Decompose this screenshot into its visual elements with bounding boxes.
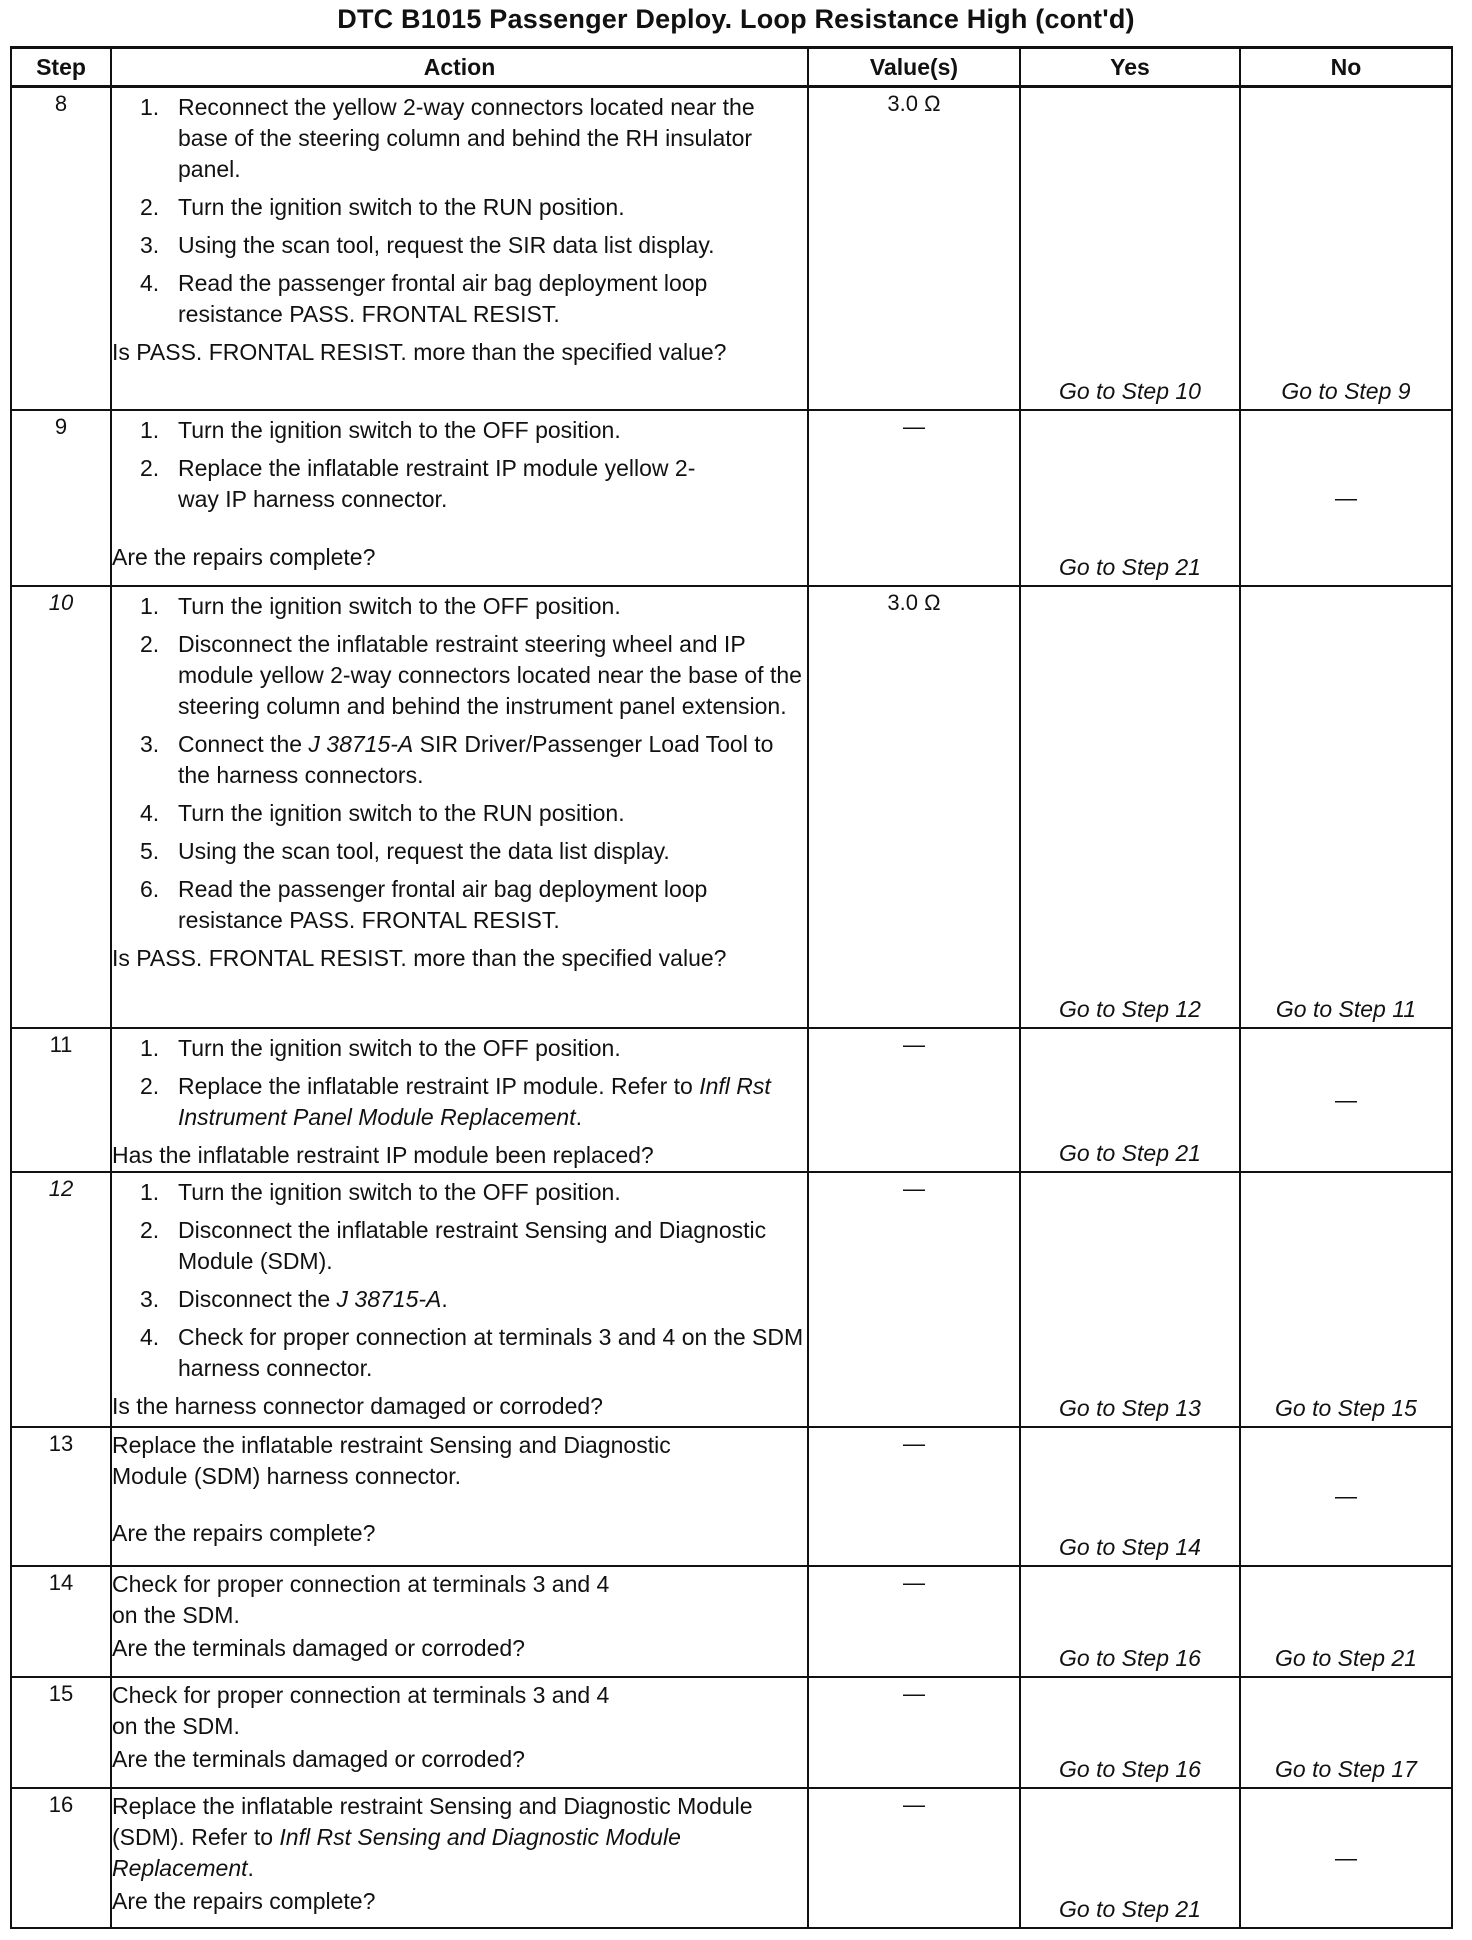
table-row <box>11 1788 1452 1928</box>
header-yes: Yes <box>1020 48 1240 87</box>
table-row <box>11 87 1452 410</box>
action-cell <box>111 410 808 586</box>
value-cell: — <box>808 1677 1020 1788</box>
action-text: Replace the inflatable restraint Sensing and Diagnostic Module (SDM) harness connector. <box>112 1431 671 1489</box>
table-row <box>11 1566 1452 1677</box>
yes-goto: Go to Step 10 <box>1059 377 1201 404</box>
step-number: 12 <box>11 1172 111 1427</box>
no-goto: Go to Step 21 <box>1275 1644 1417 1671</box>
action-cell <box>111 1028 808 1172</box>
list-item: 5. Using the scan tool, request the data list display. <box>140 837 670 864</box>
step-number: 8 <box>11 87 111 410</box>
list-item: 2. Replace the inflatable restraint IP module. Refer to Infl Rst Instrument Panel Module Replacement. <box>140 1072 771 1130</box>
value-cell: 3.0 Ω <box>808 586 1020 1028</box>
yes-goto: Go to Step 12 <box>1059 995 1201 1022</box>
yes-cell <box>1020 410 1240 586</box>
step-number: 9 <box>11 410 111 586</box>
no-goto: Go to Step 11 <box>1275 995 1417 1022</box>
question-text: Are the terminals damaged or corroded? <box>112 1634 525 1661</box>
yes-goto: Go to Step 13 <box>1059 1394 1201 1421</box>
yes-cell <box>1020 1566 1240 1677</box>
list-item: 4. Turn the ignition switch to the RUN position. <box>140 799 625 826</box>
list-item: 6. Read the passenger frontal air bag deployment loop resistance PASS. FRONTAL RESIST. <box>140 875 708 933</box>
no-value: — <box>1335 485 1357 510</box>
no-value: — <box>1335 1483 1357 1509</box>
yes-cell <box>1020 1172 1240 1427</box>
step-number: 15 <box>11 1677 111 1788</box>
no-value: — <box>1335 1087 1357 1112</box>
no-cell <box>1240 1677 1452 1788</box>
yes-cell <box>1020 1028 1240 1172</box>
list-item: 1. Turn the ignition switch to the OFF position. <box>140 592 621 619</box>
list-item: 3. Connect the J 38715-A SIR Driver/Passenger Load Tool to the harness connectors. <box>140 730 774 788</box>
no-goto: Go to Step 9 <box>1281 377 1411 404</box>
yes-goto: Go to Step 21 <box>1059 1895 1201 1922</box>
yes-goto: Go to Step 14 <box>1059 1533 1201 1560</box>
list-item: 3. Disconnect the J 38715-A. <box>140 1285 448 1312</box>
action-cell <box>111 87 808 410</box>
no-cell <box>1240 1172 1452 1427</box>
action-text: Check for proper connection at terminals 3 and 4 on the SDM. <box>112 1681 610 1739</box>
list-item: 2. Turn the ignition switch to the RUN position. <box>140 194 625 220</box>
header-values: Value(s) <box>808 48 1020 87</box>
list-item: 2. Disconnect the inflatable restraint Sensing and Diagnostic Module (SDM). <box>140 1216 767 1274</box>
value-cell: 3.0 Ω <box>808 87 1020 410</box>
table-row <box>11 1427 1452 1566</box>
list-item: 3. Using the scan tool, request the SIR data list display. <box>140 232 715 258</box>
question-text: Are the repairs complete? <box>112 543 376 570</box>
step-number: 14 <box>11 1566 111 1677</box>
list-item: 2. Disconnect the inflatable restraint steering wheel and IP module yellow 2-way connectors located near the base of the steering column and behind the instrument panel extension. <box>140 630 802 719</box>
action-text: Check for proper connection at terminals 3 and 4 on the SDM. <box>112 1570 610 1628</box>
question-text: Is PASS. FRONTAL RESIST. more than the specified value? <box>112 339 727 365</box>
list-item: 1. Turn the ignition switch to the OFF position. <box>140 1178 621 1205</box>
step-number: 11 <box>11 1028 111 1172</box>
list-item: 1. Turn the ignition switch to the OFF position. <box>140 1034 621 1061</box>
list-item: 1. Turn the ignition switch to the OFF position. <box>140 416 621 443</box>
question-text: Is PASS. FRONTAL RESIST. more than the specified value? <box>112 944 727 971</box>
yes-goto: Go to Step 16 <box>1059 1755 1201 1782</box>
header-no: No <box>1240 48 1452 87</box>
no-cell <box>1240 1566 1452 1677</box>
step-number: 13 <box>11 1427 111 1566</box>
no-cell <box>1240 1788 1452 1928</box>
action-cell <box>111 586 808 1028</box>
yes-goto: Go to Step 21 <box>1059 1139 1201 1166</box>
page-title: DTC B1015 Passenger Deploy. Loop Resistance High (cont'd) <box>337 4 1135 34</box>
yes-cell <box>1020 586 1240 1028</box>
yes-goto: Go to Step 21 <box>1059 553 1201 580</box>
action-cell <box>111 1566 808 1677</box>
no-goto: Go to Step 15 <box>1275 1394 1417 1421</box>
list-item: 2. Replace the inflatable restraint IP module yellow 2-way IP harness connector. <box>140 454 696 512</box>
no-cell <box>1240 87 1452 410</box>
table-row <box>11 1677 1452 1788</box>
step-number: 16 <box>11 1788 111 1928</box>
yes-cell <box>1020 87 1240 410</box>
question-text: Has the inflatable restraint IP module been replaced? <box>112 1141 654 1168</box>
table-row <box>11 586 1452 1028</box>
no-goto: Go to Step 17 <box>1275 1755 1417 1782</box>
no-value: — <box>1335 1845 1357 1870</box>
action-cell <box>111 1677 808 1788</box>
value-cell: — <box>808 1427 1020 1566</box>
value-cell: — <box>808 1028 1020 1172</box>
question-text: Are the terminals damaged or corroded? <box>112 1745 525 1772</box>
no-cell <box>1240 410 1452 586</box>
value-cell: — <box>808 1172 1020 1427</box>
list-item: 4. Check for proper connection at terminals 3 and 4 on the SDM harness connector. <box>140 1323 804 1381</box>
action-text: Replace the inflatable restraint Sensing and Diagnostic Module (SDM). Refer to Infl Rst Sensing and Diagnostic Module Replacement. <box>112 1792 753 1881</box>
table-row <box>11 1172 1452 1427</box>
value-cell: — <box>808 1788 1020 1928</box>
value-cell: — <box>808 410 1020 586</box>
question-text: Are the repairs complete? <box>112 1887 376 1914</box>
no-cell <box>1240 1427 1452 1566</box>
value-cell: — <box>808 1566 1020 1677</box>
question-text: Is the harness connector damaged or corroded? <box>112 1392 603 1419</box>
yes-goto: Go to Step 16 <box>1059 1644 1201 1671</box>
header-step: Step <box>11 48 111 87</box>
diagnostic-table <box>10 46 1453 1929</box>
step-number: 10 <box>11 586 111 1028</box>
action-cell <box>111 1788 808 1928</box>
list-item: 1. Reconnect the yellow 2-way connectors located near the base of the steering column and behind the RH insulator panel. <box>140 94 755 182</box>
yes-cell <box>1020 1677 1240 1788</box>
question-text: Are the repairs complete? <box>112 1519 376 1546</box>
table-header-row <box>11 48 1452 87</box>
header-action: Action <box>111 48 808 87</box>
no-cell <box>1240 1028 1452 1172</box>
yes-cell <box>1020 1427 1240 1566</box>
yes-cell <box>1020 1788 1240 1928</box>
table-row <box>11 410 1452 586</box>
action-cell <box>111 1172 808 1427</box>
table-row <box>11 1028 1452 1172</box>
no-cell <box>1240 586 1452 1028</box>
list-item: 4. Read the passenger frontal air bag deployment loop resistance PASS. FRONTAL RESIST. <box>140 270 708 327</box>
action-cell <box>111 1427 808 1566</box>
